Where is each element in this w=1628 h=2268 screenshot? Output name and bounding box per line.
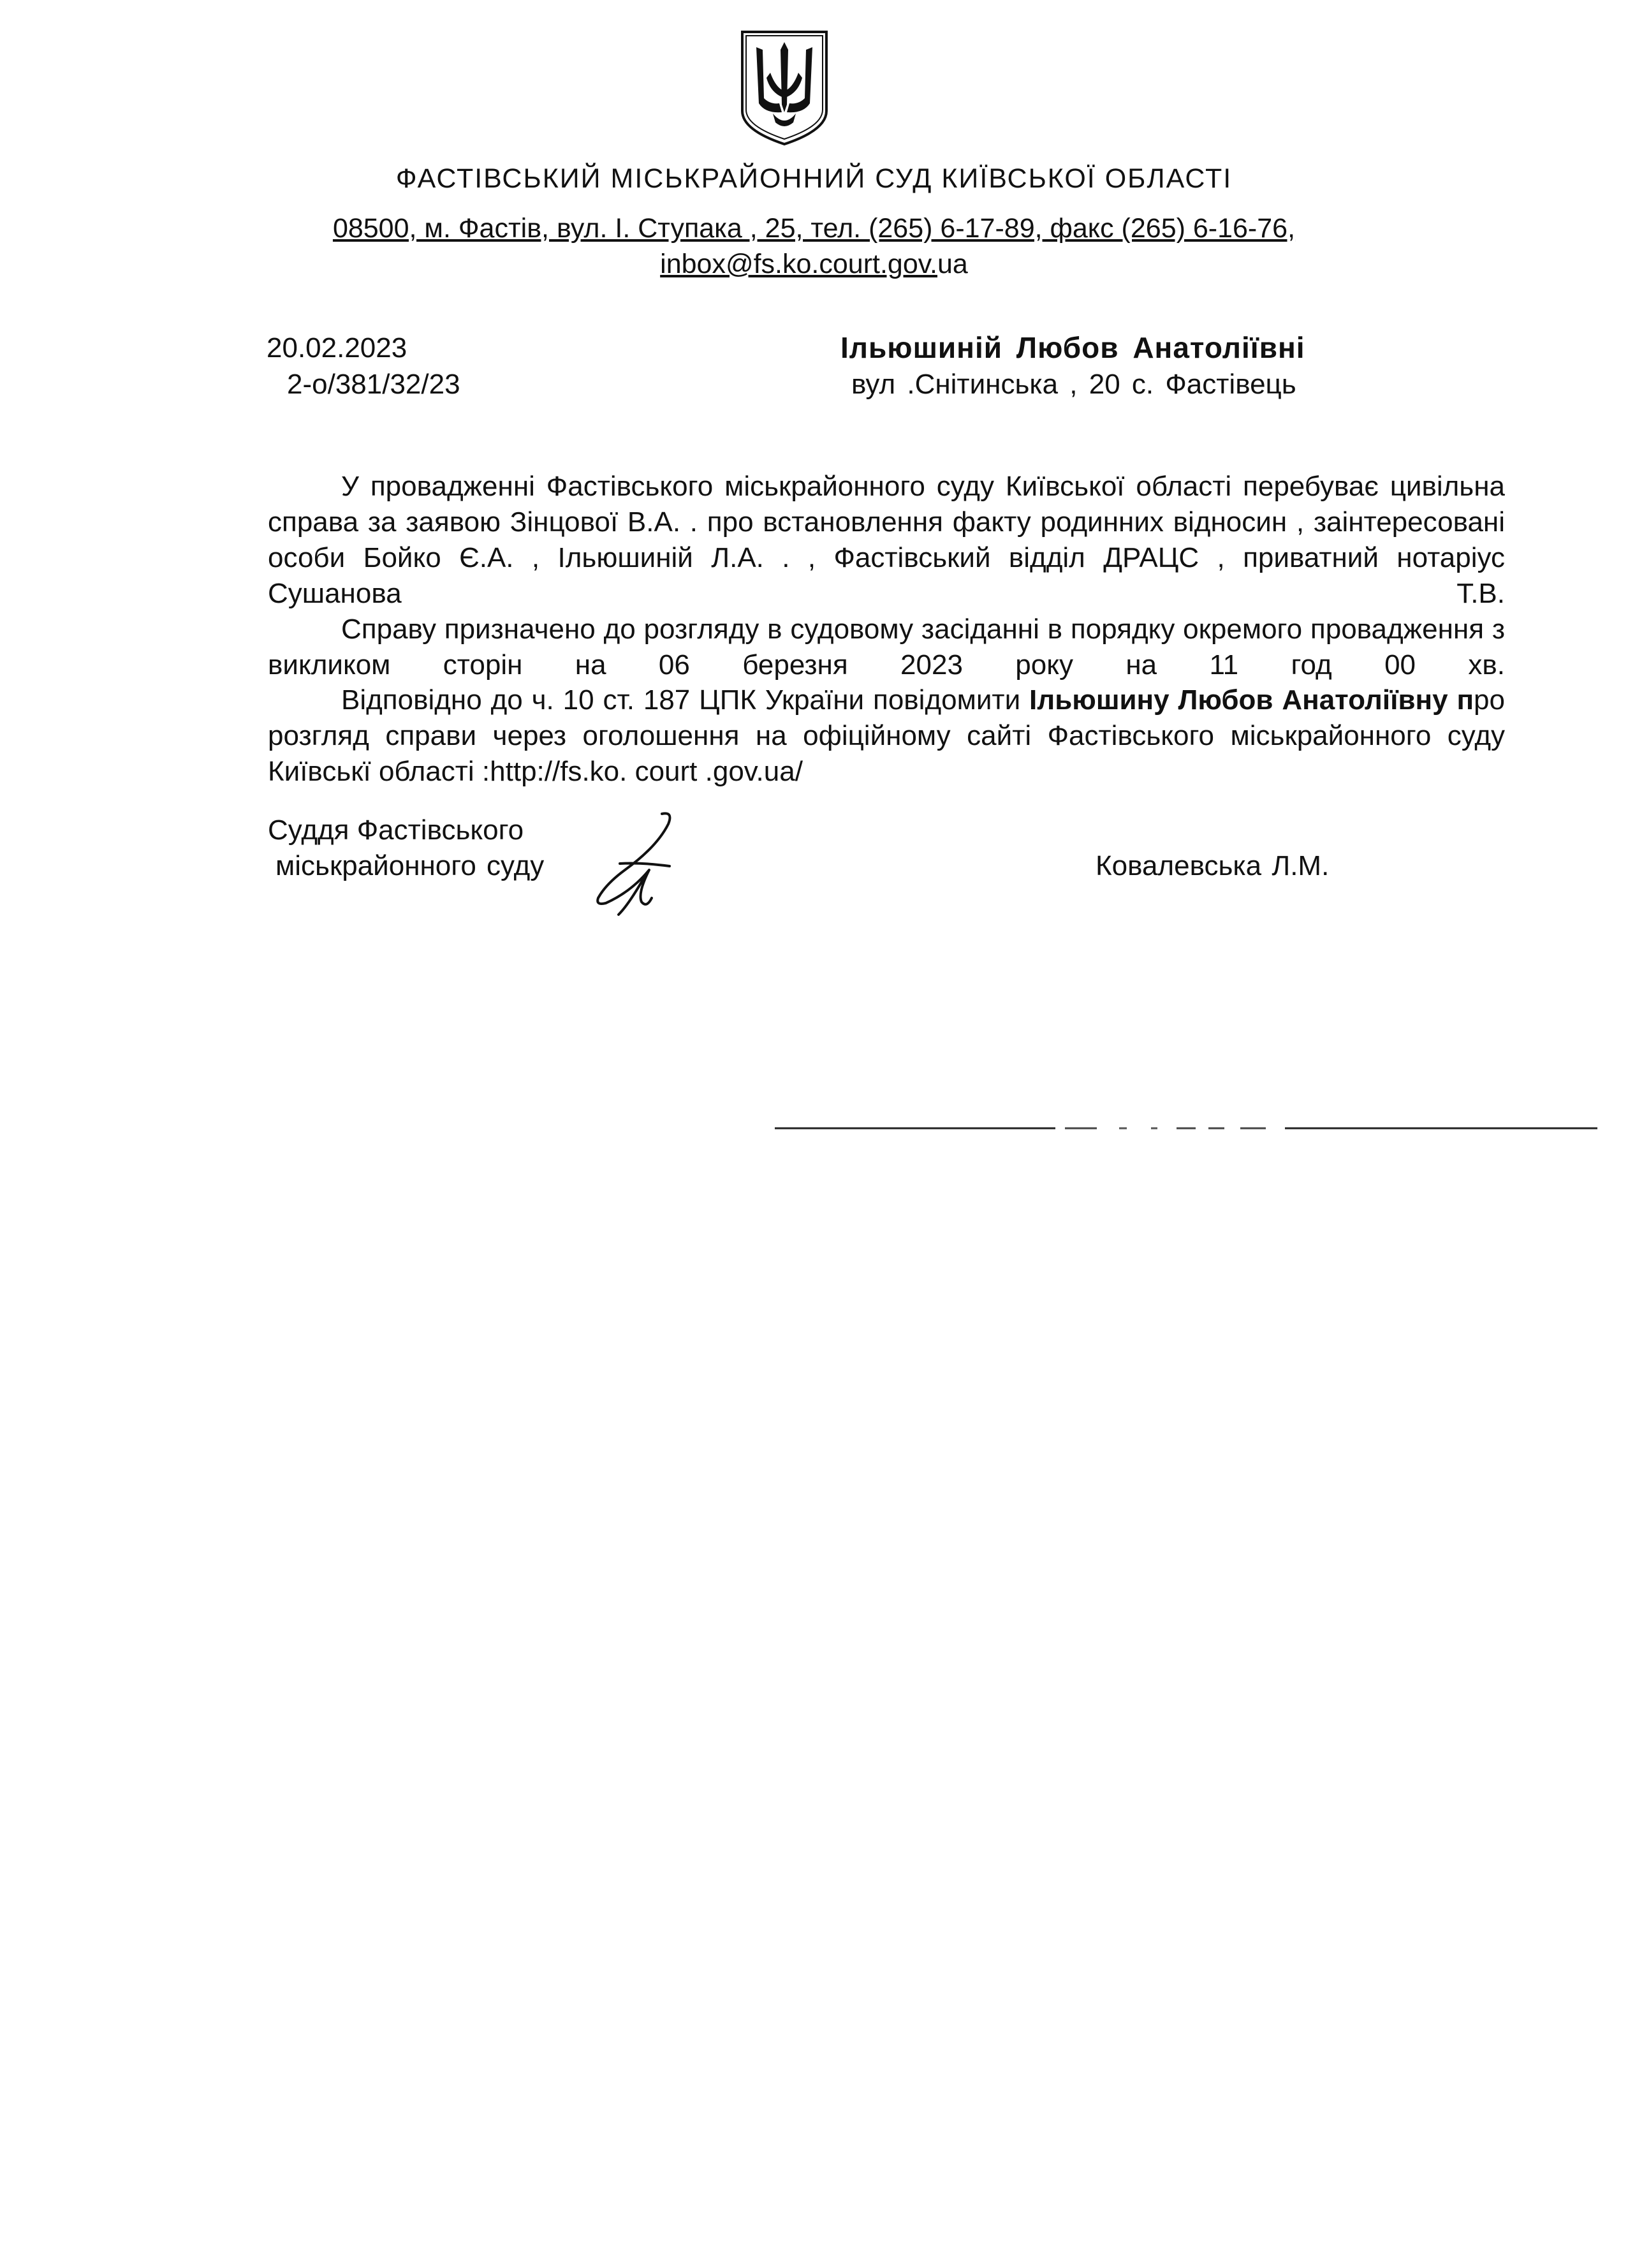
handwritten-signature-icon — [580, 809, 692, 917]
body-paragraph-3-bold-p: п — [1448, 684, 1474, 716]
scan-artifact-line — [775, 1124, 1597, 1133]
court-email-underlined: inbox@fs.ko.court.gov. — [660, 249, 937, 279]
court-address: 08500, м. Фастів, вул. І. Ступака , 25, тел. (265) 6-17-89, факс (265) 6-16-76, — [332, 213, 1296, 244]
tryzub-coat-of-arms-icon — [737, 28, 832, 147]
body-paragraph-2-text: Справу призначено до розгляду в судовому засіданні в порядку окремого провадження з викликом сторін на 06 березня 2023 року на 11 год 00 хв. — [268, 614, 1505, 681]
court-name: ФАСТІВСЬКИЙ МІСЬКРАЙОННИЙ СУД КИЇВСЬКОЇ ОБЛАСТІ — [395, 163, 1233, 194]
judge-title-line-1: Суддя Фастівського — [268, 814, 524, 846]
court-email-tail: ua — [937, 249, 968, 279]
body-paragraph-3 — [268, 682, 1505, 790]
case-reference: 2-о/381/32/23 — [287, 369, 460, 400]
court-email — [0, 249, 1628, 280]
document-date: 20.02.2023 — [267, 332, 407, 364]
body-paragraph-1 — [268, 469, 1505, 612]
body-paragraph-1-text: У провадженні Фастівського міськрайонного суду Київської області перебуває цивільна справа за заявою Зінцової В.А. . про встановлення факту родинних відносин , заінтересовані особи Бойко Є.А. , Ільюшиній Л.А. . , Фастівський відділ ДРАЦС , приватний нотаріус Сушанова Т.В. — [268, 471, 1505, 609]
body-paragraph-2 — [268, 612, 1505, 683]
judge-name: Ковалевська Л.М. — [1096, 850, 1330, 881]
body-paragraph-3-start: Відповідно до ч. 10 ст. 187 ЦПК України повідомити — [341, 684, 1030, 716]
recipient-address: вул .Снітинська , 20 с. Фастівець — [851, 369, 1296, 400]
body-paragraph-3-bold-name: Ільюшину Любов Анатоліївну — [1029, 684, 1448, 716]
judge-title-line-2: міськрайонного суду — [275, 850, 545, 881]
body-paragraph-3-end: ро розгляд справи через оголошення на офіційному сайті Фастівського міськрайонного суду Київськї області :http://fs.ko. court .gov.ua/ — [268, 684, 1505, 787]
recipient-name: Ільюшиній Любов Анатоліївні — [840, 331, 1305, 364]
